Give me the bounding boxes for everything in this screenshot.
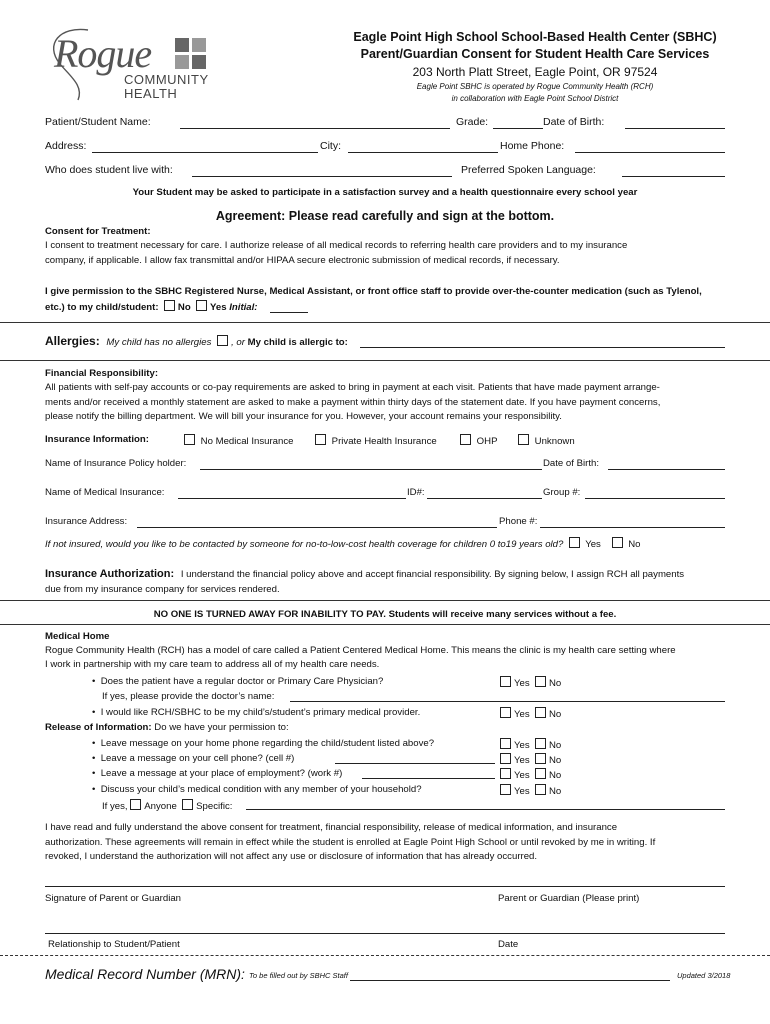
staff-note: To be filled out by SBHC Staff	[249, 971, 348, 980]
consent-line-2: company, if applicable. I allow fax transmittal and/or HIPAA secure electronic submission of medical records, if necessary.	[45, 255, 560, 266]
not-insured-yes-label: Yes	[585, 539, 601, 550]
print-name-label: Parent or Guardian (Please print)	[498, 893, 640, 904]
mh-q1-answers	[500, 676, 561, 689]
student-name-label: Patient/Student Name:	[45, 116, 151, 128]
student-name-field[interactable]	[180, 128, 450, 129]
rel-q4: • Discuss your child’s medical condition with any member of your household?	[92, 784, 422, 795]
agreement-heading: Agreement: Please read carefully and sign at the bottom.	[215, 209, 555, 223]
no-insurance-label: No Medical Insurance	[200, 436, 294, 447]
insurance-phone-field[interactable]	[540, 527, 725, 528]
otc-line-2	[45, 300, 258, 313]
allergies-or: , or	[231, 337, 245, 348]
insurance-options-row	[45, 434, 149, 445]
specific-label: Specific:	[196, 801, 233, 812]
otc-no-checkbox[interactable]	[164, 300, 175, 311]
rel-q1-answers	[500, 738, 561, 751]
not-insured-no-checkbox[interactable]	[612, 537, 623, 548]
mh-q1-text: Does the patient have a regular doctor or Primary Care Physician?	[100, 676, 384, 687]
release-heading-rest: Do we have your permission to:	[154, 722, 289, 733]
financial-line-2: ments and/or received a monthly statement are asked to make a payment within thirty days of the statement date. If you have payment concerns,	[45, 397, 661, 408]
form-title-2: Parent/Guardian Consent for Student Health Care Services	[360, 47, 710, 61]
mh-q2-no-checkbox[interactable]	[535, 707, 546, 718]
insurance-auth-line-1: I understand the financial policy above and accept financial responsibility. By signing below, I assign RCH all payments	[180, 569, 685, 580]
no-one-turned-away: NO ONE IS TURNED AWAY FOR INABILITY TO PAY. Students will receive many services without a fee.	[153, 609, 617, 620]
anyone-checkbox[interactable]	[130, 799, 141, 810]
home-phone-field[interactable]	[575, 152, 725, 153]
language-field[interactable]	[622, 176, 725, 177]
rel-q4-answers	[500, 784, 561, 797]
release-heading-bold: Release of Information:	[45, 722, 152, 733]
mh-q2-text: I would like RCH/SBHC to be my child’s/student’s primary medical provider.	[100, 707, 421, 718]
rel-q3-yes-checkbox[interactable]	[500, 768, 511, 779]
holder-dob-label: Date of Birth:	[543, 458, 599, 469]
mh-q1-no-checkbox[interactable]	[535, 676, 546, 687]
consent-heading: Consent for Treatment:	[45, 226, 151, 237]
insurance-auth-label: Insurance Authorization:	[45, 568, 175, 580]
operator-note-1: Eagle Point SBHC is operated by Rogue Community Health (RCH)	[416, 82, 654, 91]
logo-community: COMMUNITY	[124, 72, 209, 87]
insurance-address-label: Insurance Address:	[45, 516, 128, 527]
date-label: Date	[498, 939, 519, 950]
city-field[interactable]	[348, 152, 498, 153]
private-insurance-label: Private Health Insurance	[331, 436, 437, 447]
dob-label: Date of Birth:	[543, 116, 605, 128]
form-title-1: Eagle Point High School School-Based Health Center (SBHC)	[353, 30, 717, 44]
financial-heading: Financial Responsibility:	[45, 368, 159, 379]
not-insured-no-label: No	[628, 539, 641, 550]
not-insured-yes-checkbox[interactable]	[569, 537, 580, 548]
medical-insurance-field[interactable]	[178, 498, 406, 499]
ohp-label: OHP	[476, 436, 498, 447]
allergies-label: Allergies:	[45, 334, 100, 348]
mh-q2-yes-checkbox[interactable]	[500, 707, 511, 718]
clinic-address: 203 North Platt Street, Eagle Point, OR 97524	[412, 65, 658, 79]
insurance-opt-private[interactable]	[315, 434, 437, 447]
rel-q1-yes-label: Yes	[514, 740, 530, 751]
rel-q3-yes-label: Yes	[514, 770, 530, 781]
rel-q2-answers	[500, 753, 561, 766]
updated-note: Updated 3/2018	[677, 971, 731, 980]
specific-checkbox[interactable]	[182, 799, 193, 810]
consent-line-1: I consent to treatment necessary for care. I authorize release of all medical records to referring health care providers and to my insurance	[45, 240, 628, 251]
no-allergies-label: My child has no allergies	[106, 337, 212, 348]
mh-q1-no-label: No	[549, 678, 562, 689]
medical-home-heading: Medical Home	[45, 631, 110, 642]
otc-initial-field[interactable]	[270, 312, 308, 313]
grade-field[interactable]	[493, 128, 543, 129]
holder-dob-field[interactable]	[608, 469, 725, 470]
mrn-label: Medical Record Number (MRN):	[45, 966, 245, 982]
medical-insurance-label: Name of Medical Insurance:	[45, 487, 165, 498]
mh-q2: • I would like RCH/SBHC to be my child’s/student’s primary medical provider.	[92, 707, 421, 718]
rel-q2-no-checkbox[interactable]	[535, 753, 546, 764]
operator-note-2: in collaboration with Eagle Point School District	[451, 94, 619, 103]
unknown-label: Unknown	[534, 436, 575, 447]
mh-q2-yes-label: Yes	[514, 709, 530, 720]
financial-line-3: please notify the billing department. We will bill your insurance for you. However, your account remains your responsibility.	[45, 411, 562, 422]
language-label: Preferred Spoken Language:	[461, 164, 596, 176]
logo-brand-script: Rogue	[54, 31, 152, 76]
rel-if-yes: If yes,	[102, 801, 128, 812]
work-number-field[interactable]	[362, 778, 495, 779]
relationship-label: Relationship to Student/Patient	[48, 939, 180, 950]
insurance-auth-line-2: due from my insurance company for services rendered.	[45, 584, 280, 595]
rel-q2: • Leave a message on your cell phone? (cell #)	[92, 753, 295, 764]
allergies-row	[45, 334, 348, 348]
closing-line-2: authorization. These agreements will remain in effect while the student is enrolled at Eagle Point High School or until revoked by me in writing. If	[45, 837, 656, 848]
id-field[interactable]	[427, 498, 542, 499]
otc-label: etc.) to my child/student:	[45, 302, 159, 313]
rel-q1-yes-checkbox[interactable]	[500, 738, 511, 749]
dashed-divider	[0, 955, 770, 956]
policy-holder-label: Name of Insurance Policy holder:	[45, 458, 187, 469]
rel-q3-answers	[500, 768, 561, 781]
unknown-checkbox[interactable]	[518, 434, 529, 445]
insurance-address-field[interactable]	[137, 527, 497, 528]
otc-initial-label: Initial:	[229, 302, 258, 313]
doctor-name-field[interactable]	[290, 701, 725, 702]
section-divider	[0, 600, 770, 601]
mh-q2-no-label: No	[549, 709, 562, 720]
city-label: City:	[320, 140, 341, 152]
lives-with-field[interactable]	[192, 176, 452, 177]
otc-yes-label: Yes	[210, 302, 227, 313]
private-insurance-checkbox[interactable]	[315, 434, 326, 445]
rel-q2-text: Leave a message on your cell phone? (cell #)	[100, 753, 295, 764]
section-divider	[0, 360, 770, 361]
release-heading	[45, 722, 289, 733]
rel-q4-yes-checkbox[interactable]	[500, 784, 511, 795]
policy-holder-field[interactable]	[200, 469, 542, 470]
insurance-info-label: Insurance Information:	[45, 434, 149, 445]
rel-q4-no-checkbox[interactable]	[535, 784, 546, 795]
address-label: Address:	[45, 140, 87, 152]
cell-number-field[interactable]	[335, 763, 495, 764]
financial-line-1: All patients with self-pay accounts or co-pay requirements are asked to bring in payment at each visit. Patients that have made payment arrange-	[45, 382, 660, 393]
grade-label: Grade:	[456, 116, 489, 128]
not-insured-question: If not insured, would you like to be contacted by someone for no-to-low-cost health coverage for children 0 to19 years old?	[45, 539, 564, 550]
rel-q2-yes-checkbox[interactable]	[500, 753, 511, 764]
rel-q3-text: Leave a message at your place of employment? (work #)	[100, 768, 343, 779]
mh-q1-yes-checkbox[interactable]	[500, 676, 511, 687]
rel-q4-no-label: No	[549, 786, 562, 797]
ohp-checkbox[interactable]	[460, 434, 471, 445]
otc-yes-checkbox[interactable]	[196, 300, 207, 311]
anyone-label: Anyone	[144, 801, 177, 812]
rel-q1-no-label: No	[549, 740, 562, 751]
dob-field[interactable]	[625, 128, 725, 129]
allergic-to-label: My child is allergic to:	[247, 337, 348, 348]
not-insured-row	[45, 537, 640, 550]
otc-line-1: I give permission to the SBHC Registered Nurse, Medical Assistant, or front office staff to provide over-the-counter medication (such as Tylenol,	[45, 286, 702, 297]
otc-no-label: No	[177, 302, 191, 313]
specific-field[interactable]	[246, 809, 725, 810]
logo-health: HEALTH	[124, 86, 178, 101]
rel-q2-yes-label: Yes	[514, 755, 530, 766]
mh-q2-answers	[500, 707, 561, 720]
rel-q3-no-checkbox[interactable]	[535, 768, 546, 779]
mh-q1-yes-label: Yes	[514, 678, 530, 689]
mh-q1: • Does the patient have a regular doctor or Primary Care Physician?	[92, 676, 384, 687]
rch-logo	[40, 24, 220, 104]
rel-q3: • Leave a message at your place of employment? (work #)	[92, 768, 343, 779]
id-label: ID#:	[407, 487, 425, 498]
rel-q1-no-checkbox[interactable]	[535, 738, 546, 749]
signature-label: Signature of Parent or Guardian	[45, 893, 181, 904]
allergic-to-field[interactable]	[360, 347, 725, 348]
relationship-field[interactable]	[45, 933, 725, 934]
rel-q3-no-label: No	[549, 770, 562, 781]
survey-note: Your Student may be asked to participate in a satisfaction survey and a health questionnaire every school year	[132, 187, 638, 198]
signature-field[interactable]	[45, 886, 725, 887]
rel-q4-text: Discuss your child’s medical condition with any member of your household?	[100, 784, 422, 795]
group-field[interactable]	[585, 498, 725, 499]
insurance-opt-ohp[interactable]	[460, 434, 497, 447]
rel-q1: • Leave message on your home phone regarding the child/student listed above?	[92, 738, 435, 749]
rel-q1-text: Leave message on your home phone regarding the child/student listed above?	[100, 738, 435, 749]
group-label: Group #:	[543, 487, 581, 498]
mh-q1-follow: If yes, please provide the doctor’s name:	[102, 691, 275, 702]
lives-with-label: Who does student live with:	[45, 164, 173, 176]
insurance-phone-label: Phone #:	[499, 516, 538, 527]
rel-q4-yes-label: Yes	[514, 786, 530, 797]
medical-home-line-2: I work in partnership with my care team to address all of my health care needs.	[45, 659, 380, 670]
rel-if-yes-row	[102, 799, 232, 812]
home-phone-label: Home Phone:	[500, 140, 565, 152]
section-divider	[0, 624, 770, 625]
section-divider	[0, 322, 770, 323]
no-insurance-checkbox[interactable]	[184, 434, 195, 445]
no-allergies-checkbox[interactable]	[217, 335, 228, 346]
insurance-opt-unknown[interactable]	[518, 434, 575, 447]
address-field[interactable]	[92, 152, 318, 153]
insurance-opt-none[interactable]	[184, 434, 293, 447]
medical-home-line-1: Rogue Community Health (RCH) has a model of care called a Patient Centered Medical Home. This means the clinic is my health care setting where	[45, 645, 676, 656]
closing-line-1: I have read and fully understand the above consent for treatment, financial responsibility, release of medical information, and insurance	[45, 822, 618, 833]
insurance-auth-row	[45, 568, 684, 580]
mrn-field[interactable]	[350, 980, 670, 981]
rel-q2-no-label: No	[549, 755, 562, 766]
closing-line-3: revoked, I understand the authorization will not affect any use or disclosure of information that has already occurred.	[45, 851, 538, 862]
logo-squares-icon	[175, 38, 207, 70]
